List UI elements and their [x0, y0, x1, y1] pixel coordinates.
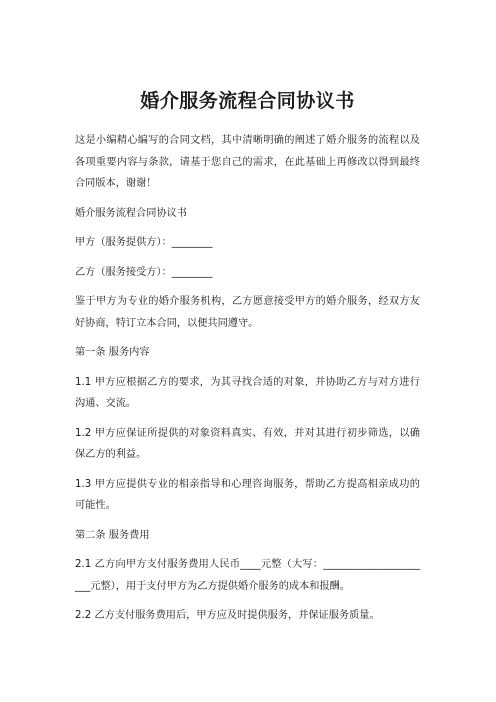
clause-2-1: 2.1 乙方向甲方支付服务费用人民币____元整（大写：______________________元整），用于支付甲方为乙方提供婚介服务的成本和报酬。	[75, 559, 420, 592]
document-body	[75, 130, 420, 627]
party-b-line: 乙方（服务接受方）：________	[75, 266, 213, 278]
clause-1-2: 1.2 甲方应保证所提供的对象资料真实、有效，并对其进行初步筛选，以确保乙方的利益。	[75, 427, 420, 460]
preamble-paragraph: 鉴于甲方为专业的婚介服务机构，乙方愿意接受甲方的婚介服务，经双方友好协商，特订立本合同，以便共同遵守。	[75, 296, 420, 329]
clause-1-3: 1.3 甲方应提供专业的相亲指导和心理咨询服务，帮助乙方提高相亲成功的可能性。	[75, 478, 420, 511]
intro-paragraph: 这是小编精心编写的合同文档，其中清晰明确的阐述了婚介服务的流程以及各项重要内容与条款，请基于您自己的需求，在此基础上再修改以得到最终合同版本，谢谢！	[75, 135, 420, 189]
document-title: 婚介服务流程合同协议书	[140, 90, 355, 112]
clause-2-2: 2.2 乙方支付服务费用后，甲方应及时提供服务，并保证服务质量。	[75, 610, 380, 621]
article-1-heading: 第一条 服务内容	[75, 347, 150, 358]
subtitle-line: 婚介服务流程合同协议书	[75, 207, 188, 219]
clause-1-1: 1.1 甲方应根据乙方的要求，为其寻找合适的对象，并协助乙方与对方进行沟通、交流。	[75, 376, 420, 409]
party-a-line: 甲方（服务提供方）：________	[75, 237, 213, 248]
article-2-heading: 第二条 服务费用	[75, 529, 150, 541]
